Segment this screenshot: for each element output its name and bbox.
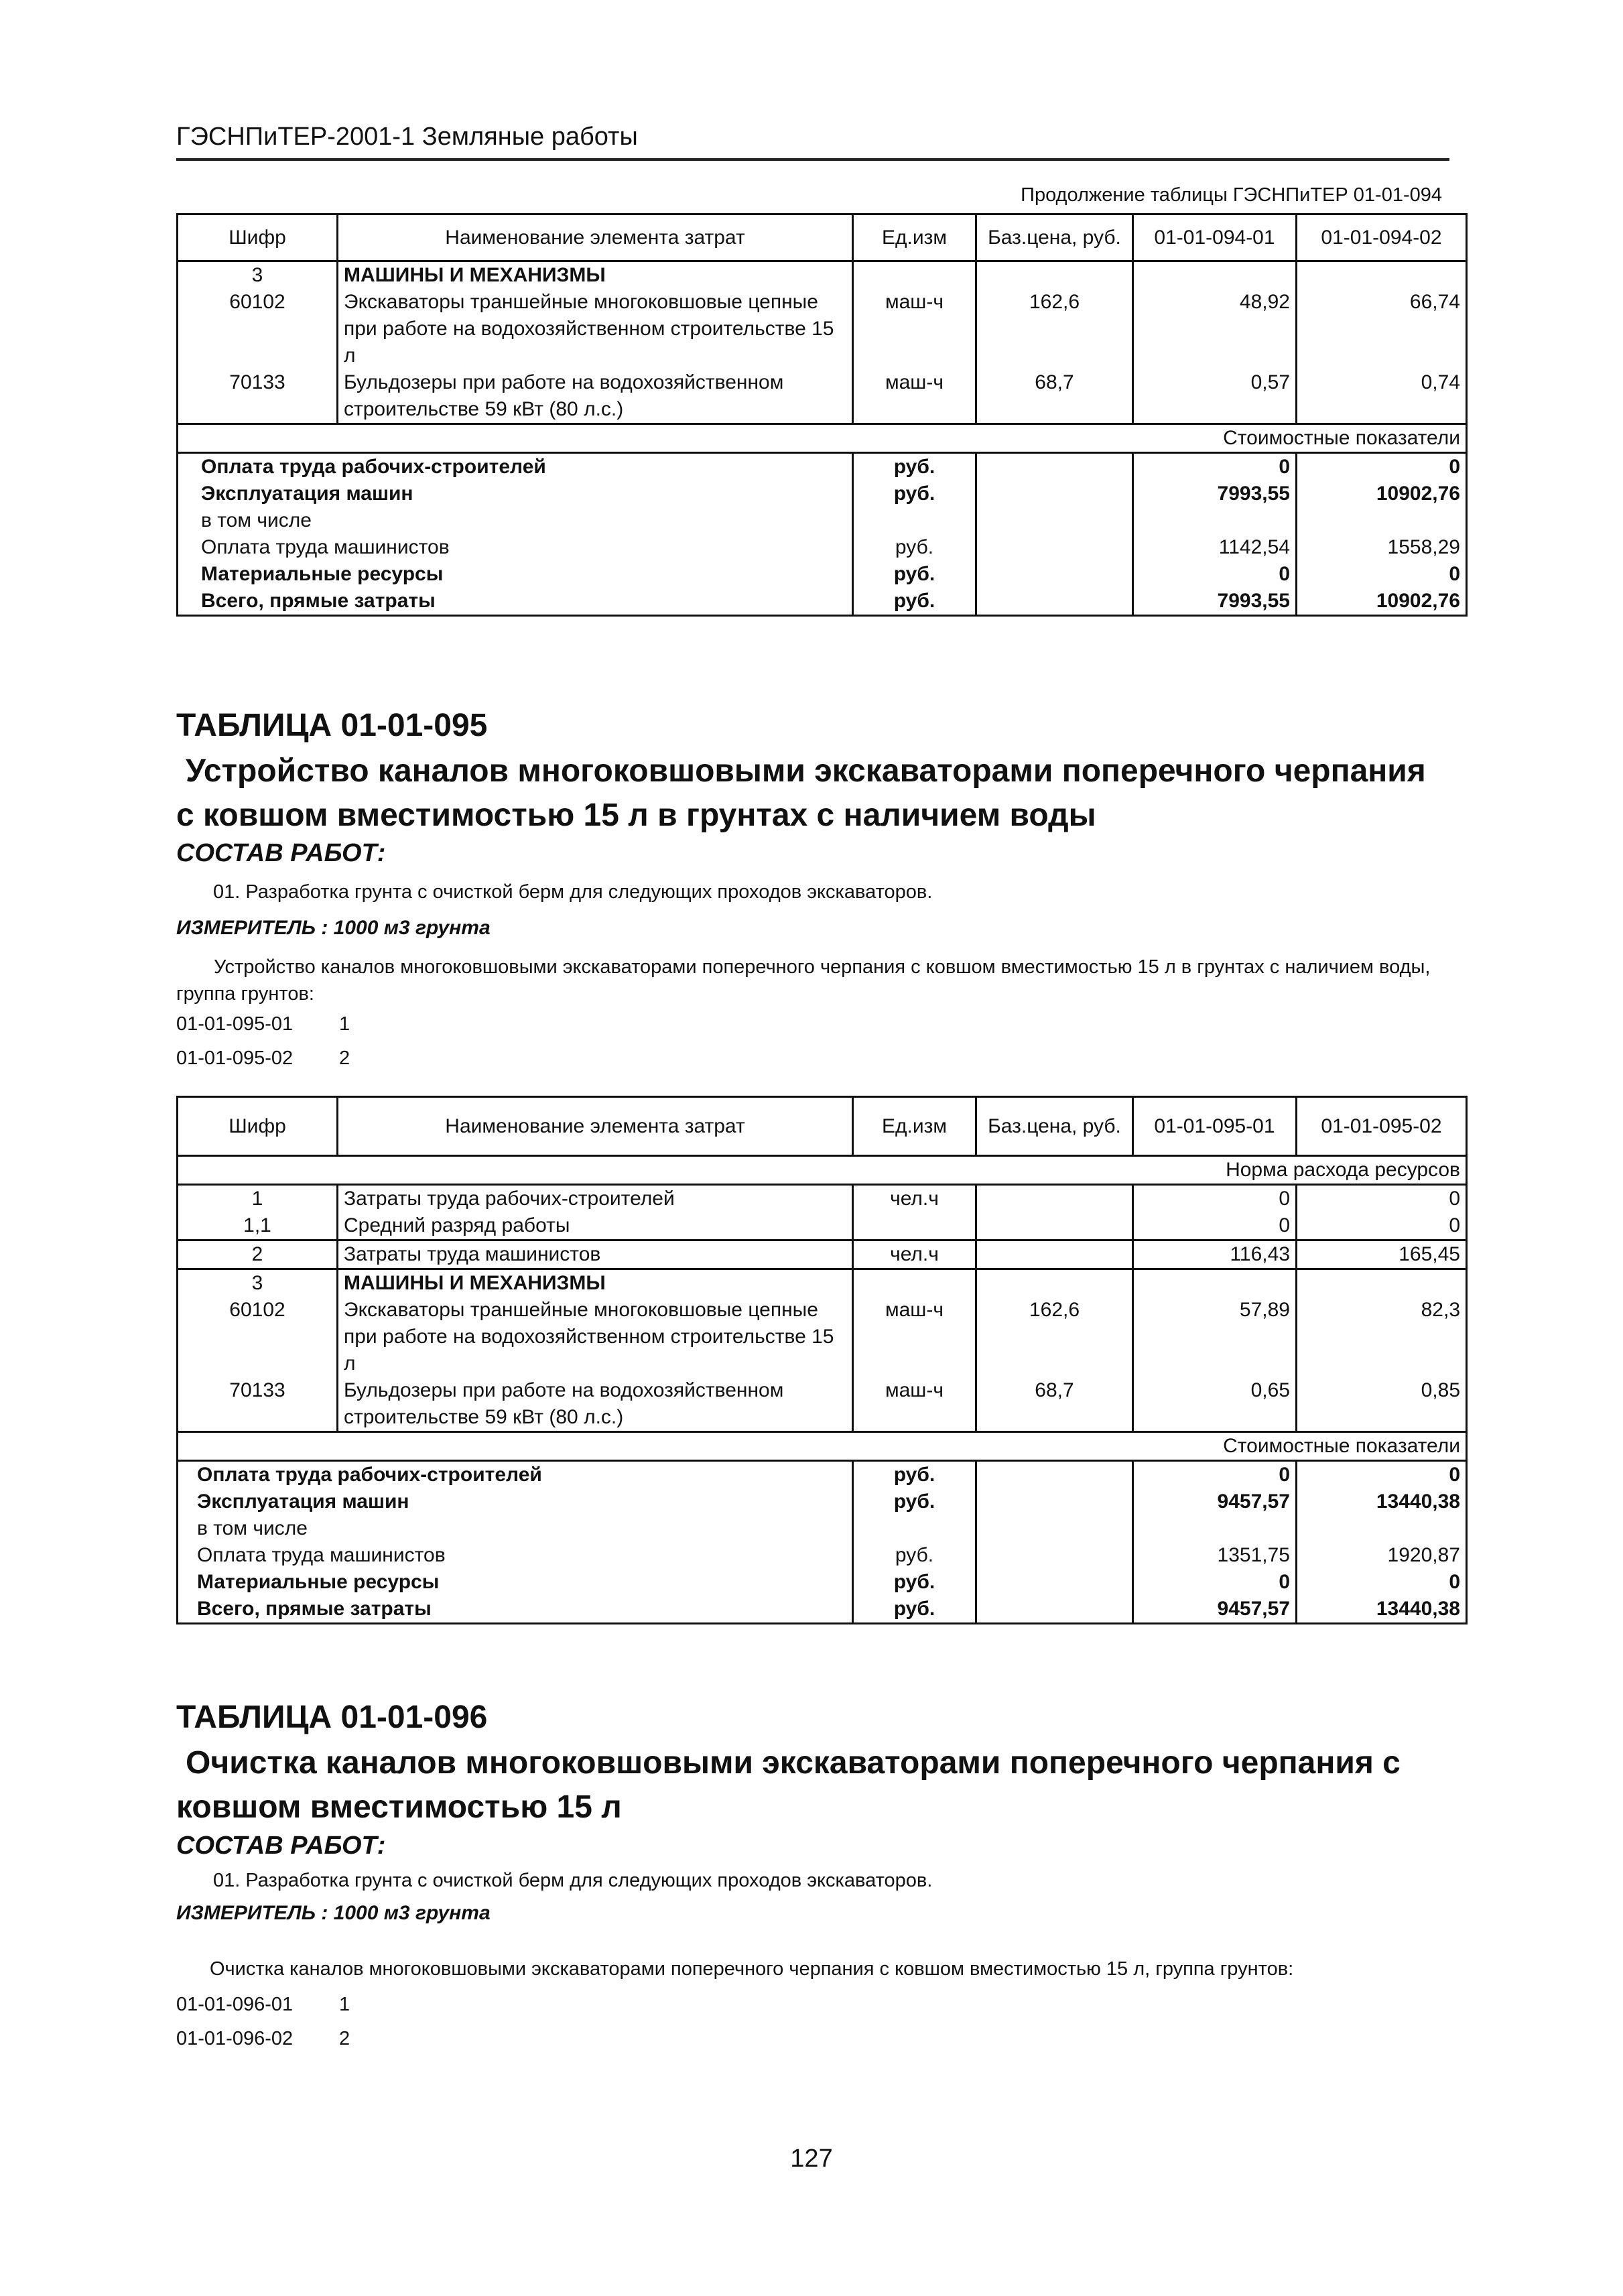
summary-label: в том числе	[178, 1515, 853, 1542]
table-095-subtitle: Устройство каналов многоковшовыми экскаваторами поперечного черпания с ковшом вместимостью 15 л в грунтах с наличием воды	[176, 753, 1426, 833]
table-096-composition-label: СОСТАВ РАБОТ:	[176, 1832, 386, 1860]
cost-indicators-title: Стоимостные показатели	[178, 424, 1467, 453]
code-value: 1	[339, 1994, 350, 2015]
summary-label: Материальные ресурсы	[178, 1569, 853, 1596]
row-code: 1	[178, 1185, 338, 1213]
row-value-2: 0,74	[1297, 369, 1467, 424]
table-095-description: Устройство каналов многоковшовыми экскаваторами поперечного черпания с ковшом вместимостью 15 л в грунтах с наличием воды, группа грунтов:	[176, 956, 1431, 1005]
row-value-2: 82,3	[1297, 1297, 1467, 1377]
summary-row	[178, 534, 1467, 561]
summary-row	[178, 1596, 1467, 1624]
row-value-2: 0	[1297, 1212, 1467, 1240]
summary-label: в том числе	[178, 507, 853, 534]
col-code-header: Шифр	[178, 214, 338, 261]
header-rule	[176, 158, 1449, 161]
summary-label: Эксплуатация машин	[178, 481, 853, 507]
code-value: 2	[339, 1047, 350, 1069]
col-unit-header: Ед.изм	[853, 214, 976, 261]
row-name: Экскаваторы траншейные многоковшовые цепные при работе на водохозяйственном строительстве 15 л	[338, 1297, 853, 1377]
summary-row	[178, 453, 1467, 481]
summary-row	[178, 1488, 1467, 1515]
summary-label: Эксплуатация машин	[178, 1488, 853, 1515]
summary-label: Оплата труда машинистов	[178, 1542, 853, 1569]
row-code: 3	[178, 261, 338, 290]
code-label: 01-01-095-02	[176, 1047, 294, 1069]
summary-row	[178, 1515, 1467, 1542]
running-header: ГЭСНПиТЕР-2001-1 Земляные работы	[176, 123, 638, 151]
code-label: 01-01-095-01	[176, 1013, 294, 1035]
row-value-1: 48,92	[1133, 289, 1297, 369]
col-code-header: Шифр	[178, 1097, 338, 1156]
row-code: 3	[178, 1269, 338, 1297]
row-unit: маш-ч	[853, 289, 976, 369]
row-unit: маш-ч	[853, 1297, 976, 1377]
summary-value-2: 0	[1297, 1569, 1467, 1596]
row-unit: чел.ч	[853, 1240, 976, 1269]
code-value: 2	[339, 2028, 350, 2049]
summary-label: Материальные ресурсы	[178, 561, 853, 588]
summary-label: Всего, прямые затраты	[178, 1596, 853, 1624]
row-value-1: 0	[1133, 1185, 1297, 1213]
row-value-2: 165,45	[1297, 1240, 1467, 1269]
table-095-work-item: 01. Разработка грунта с очисткой берм для следующих проходов экскаваторов.	[213, 881, 933, 903]
summary-value-2: 13440,38	[1297, 1488, 1467, 1515]
row-name: Затраты труда рабочих-строителей	[338, 1185, 853, 1213]
row-code: 2	[178, 1240, 338, 1269]
table-row	[178, 261, 1467, 290]
summary-label: Оплата труда машинистов	[178, 534, 853, 561]
table-095-code-row	[176, 1013, 350, 1035]
table-header-row	[178, 1097, 1467, 1156]
summary-row	[178, 1461, 1467, 1489]
summary-value-2: 1558,29	[1297, 534, 1467, 561]
summary-row	[178, 1542, 1467, 1569]
table-096-code-row	[176, 1994, 350, 2016]
summary-value-1: 9457,57	[1133, 1488, 1297, 1515]
summary-row	[178, 481, 1467, 507]
table-096-work-item: 01. Разработка грунта с очисткой берм для следующих проходов экскаваторов.	[213, 1870, 933, 1891]
row-value-1: 116,43	[1133, 1240, 1297, 1269]
summary-label: Оплата труда рабочих-строителей	[178, 453, 853, 481]
summary-value-2: 13440,38	[1297, 1596, 1467, 1624]
summary-label: Всего, прямые затраты	[178, 588, 853, 616]
row-code: 70133	[178, 1377, 338, 1432]
row-base-price: 68,7	[976, 1377, 1133, 1432]
table-095-title: ТАБЛИЦА 01-01-095	[176, 708, 488, 743]
table-row	[178, 1185, 1467, 1213]
section-title: МАШИНЫ И МЕХАНИЗМЫ	[338, 1269, 853, 1297]
table-095-code-row	[176, 1047, 350, 1070]
row-value-2: 0	[1297, 1185, 1467, 1213]
row-value-1: 0	[1133, 1212, 1297, 1240]
summary-value-1: 0	[1133, 1461, 1297, 1489]
summary-unit: руб.	[853, 453, 976, 481]
row-code: 70133	[178, 369, 338, 424]
section-header-row	[178, 424, 1467, 453]
continuation-note: Продолжение таблицы ГЭСНПиТЕР 01-01-094	[1021, 184, 1442, 206]
summary-value-2: 10902,76	[1297, 481, 1467, 507]
table-row	[178, 1377, 1467, 1432]
row-base-price: 162,6	[976, 289, 1133, 369]
table-row	[178, 289, 1467, 369]
row-name: Бульдозеры при работе на водохозяйственном строительстве 59 кВт (80 л.с.)	[338, 369, 853, 424]
code-label: 01-01-096-02	[176, 2028, 294, 2049]
row-name: Бульдозеры при работе на водохозяйственном строительстве 59 кВт (80 л.с.)	[338, 1377, 853, 1432]
row-base-price: 68,7	[976, 369, 1133, 424]
resource-norm-title: Норма расхода ресурсов	[178, 1156, 1467, 1185]
summary-row	[178, 507, 1467, 534]
col-name-header: Наименование элемента затрат	[338, 1097, 853, 1156]
row-name: Затраты труда машинистов	[338, 1240, 853, 1269]
col-code2-header: 01-01-094-02	[1297, 214, 1467, 261]
table-094-continuation	[176, 213, 1468, 617]
table-096-measure: ИЗМЕРИТЕЛЬ : 1000 м3 грунта	[176, 1902, 491, 1924]
row-value-1: 0,57	[1133, 369, 1297, 424]
summary-value-1: 0	[1133, 453, 1297, 481]
summary-unit: руб.	[853, 561, 976, 588]
summary-value-2: 0	[1297, 453, 1467, 481]
cost-indicators-title: Стоимостные показатели	[178, 1432, 1467, 1461]
row-code: 60102	[178, 1297, 338, 1377]
row-unit: маш-ч	[853, 1377, 976, 1432]
row-name: Экскаваторы траншейные многоковшовые цепные при работе на водохозяйственном строительстве 15 л	[338, 289, 853, 369]
col-name-header: Наименование элемента затрат	[338, 214, 853, 261]
summary-value-1: 1142,54	[1133, 534, 1297, 561]
row-value-2: 0,85	[1297, 1377, 1467, 1432]
table-095	[176, 1096, 1468, 1624]
summary-label: Оплата труда рабочих-строителей	[178, 1461, 853, 1489]
col-code1-header: 01-01-095-01	[1133, 1097, 1297, 1156]
col-base-price-header: Баз.цена, руб.	[976, 214, 1133, 261]
summary-value-1: 0	[1133, 561, 1297, 588]
summary-value-1: 9457,57	[1133, 1596, 1297, 1624]
page-number: 127	[790, 2145, 833, 2173]
section-title: МАШИНЫ И МЕХАНИЗМЫ	[338, 261, 853, 290]
summary-value-2: 10902,76	[1297, 588, 1467, 616]
col-code1-header: 01-01-094-01	[1133, 214, 1297, 261]
summary-unit: руб.	[853, 1569, 976, 1596]
table-096-code-row	[176, 2028, 350, 2050]
section-header-row	[178, 1156, 1467, 1185]
summary-unit: руб.	[853, 1488, 976, 1515]
col-unit-header: Ед.изм	[853, 1097, 976, 1156]
col-code2-header: 01-01-095-02	[1297, 1097, 1467, 1156]
section-header-row	[178, 1432, 1467, 1461]
table-096-title: ТАБЛИЦА 01-01-096	[176, 1700, 488, 1735]
summary-unit: руб.	[853, 588, 976, 616]
summary-row	[178, 1569, 1467, 1596]
table-header-row	[178, 214, 1467, 261]
summary-unit: руб.	[853, 1596, 976, 1624]
summary-row	[178, 588, 1467, 616]
summary-value-1: 1351,75	[1133, 1542, 1297, 1569]
table-row	[178, 1240, 1467, 1269]
table-row	[178, 1269, 1467, 1297]
row-value-2: 66,74	[1297, 289, 1467, 369]
summary-unit: руб.	[853, 1542, 976, 1569]
row-name: Средний разряд работы	[338, 1212, 853, 1240]
table-row	[178, 1212, 1467, 1240]
code-label: 01-01-096-01	[176, 1994, 294, 2015]
col-base-price-header: Баз.цена, руб.	[976, 1097, 1133, 1156]
row-unit: чел.ч	[853, 1185, 976, 1213]
summary-value-1: 7993,55	[1133, 588, 1297, 616]
row-unit: маш-ч	[853, 369, 976, 424]
summary-value-1: 7993,55	[1133, 481, 1297, 507]
table-row	[178, 1297, 1467, 1377]
row-value-1: 57,89	[1133, 1297, 1297, 1377]
row-code: 1,1	[178, 1212, 338, 1240]
row-value-1: 0,65	[1133, 1377, 1297, 1432]
table-096-description: Очистка каналов многоковшовыми экскаваторами поперечного черпания с ковшом вместимостью 15 л, группа грунтов:	[210, 1958, 1294, 1980]
table-095-measure: ИЗМЕРИТЕЛЬ : 1000 м3 грунта	[176, 917, 491, 939]
summary-value-2: 1920,87	[1297, 1542, 1467, 1569]
summary-row	[178, 561, 1467, 588]
summary-value-2: 0	[1297, 1461, 1467, 1489]
row-base-price: 162,6	[976, 1297, 1133, 1377]
summary-value-1: 0	[1133, 1569, 1297, 1596]
row-code: 60102	[178, 289, 338, 369]
table-096-subtitle: Очистка каналов многоковшовыми экскаваторами поперечного черпания с ковшом вместимостью 15 л	[176, 1745, 1401, 1825]
table-row	[178, 369, 1467, 424]
summary-unit: руб.	[853, 481, 976, 507]
summary-unit: руб.	[853, 1461, 976, 1489]
summary-unit: руб.	[853, 534, 976, 561]
code-value: 1	[339, 1013, 350, 1035]
summary-value-2: 0	[1297, 561, 1467, 588]
table-095-composition-label: СОСТАВ РАБОТ:	[176, 839, 386, 867]
